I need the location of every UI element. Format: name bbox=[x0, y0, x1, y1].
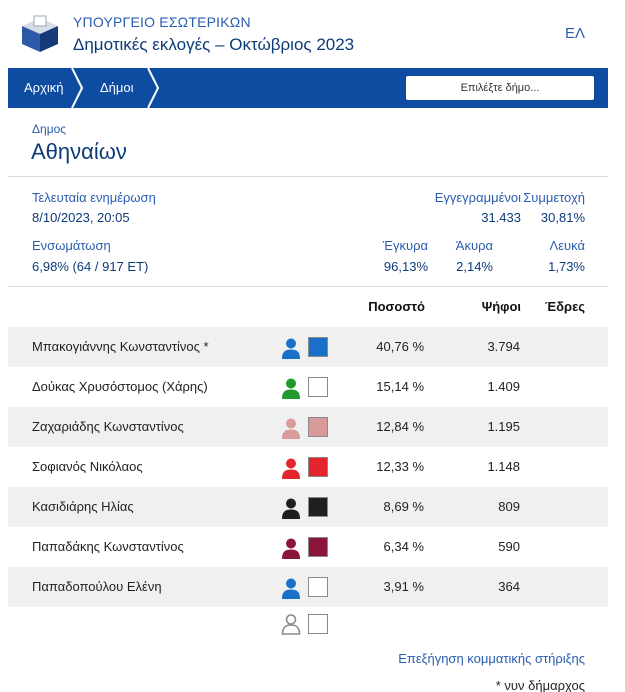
percent-value: 6,34 % bbox=[383, 539, 424, 554]
votes-value: 1.148 bbox=[487, 459, 520, 474]
percent-value: 3,91 % bbox=[383, 579, 424, 594]
votes-value: 3.794 bbox=[487, 339, 520, 354]
table-row bbox=[8, 367, 608, 407]
turnout-value: 30,81% bbox=[540, 210, 585, 225]
invalid-label: Άκυρα bbox=[455, 238, 493, 253]
breadcrumb-municipalities[interactable]: Δήμοι bbox=[100, 80, 134, 95]
party-color-swatch bbox=[308, 577, 328, 597]
party-color-swatch bbox=[308, 417, 328, 437]
percent-value: 15,14 % bbox=[376, 379, 424, 394]
site-header bbox=[0, 0, 625, 68]
integration-value: 6,98% (64 / 917 ΕΤ) bbox=[32, 259, 149, 274]
votes-value: 1.195 bbox=[487, 419, 520, 434]
candidate-name: Παπαδάκης Κωνσταντίνος bbox=[32, 539, 184, 554]
table-row bbox=[8, 567, 608, 607]
percent-value: 8,69 % bbox=[383, 499, 424, 514]
turnout-label: Συμμετοχή bbox=[523, 190, 585, 205]
divider bbox=[8, 176, 608, 177]
votes-value: 364 bbox=[498, 579, 520, 594]
registered-label: Εγγεγραμμένοι bbox=[434, 190, 521, 205]
last-update-label: Τελευταία ενημέρωση bbox=[32, 190, 156, 205]
municipality-label: Δημος bbox=[32, 122, 67, 136]
percent-value: 12,33 % bbox=[376, 459, 424, 474]
votes-value: 590 bbox=[498, 539, 520, 554]
candidate-name: Δούκας Χρυσόστομος (Χάρης) bbox=[32, 379, 208, 394]
person-icon bbox=[280, 537, 302, 559]
column-header-votes: Ψήφοι bbox=[481, 299, 521, 314]
table-row bbox=[8, 527, 608, 567]
party-color-swatch bbox=[308, 457, 328, 477]
table-row bbox=[8, 487, 608, 527]
percent-value: 40,76 % bbox=[376, 339, 424, 354]
table-row bbox=[8, 327, 608, 367]
candidate-name: Μπακογιάννης Κωνσταντίνος * bbox=[32, 339, 209, 354]
party-color-swatch bbox=[308, 377, 328, 397]
column-header-percent: Ποσοστό bbox=[368, 299, 425, 314]
municipality-name: Αθηναίων bbox=[31, 139, 127, 164]
party-support-explanation-link[interactable]: Επεξήγηση κομματικής στήριξης bbox=[398, 651, 585, 666]
person-icon bbox=[280, 337, 302, 359]
table-row bbox=[8, 447, 608, 487]
registered-value: 31.433 bbox=[481, 210, 521, 225]
person-icon bbox=[280, 577, 302, 599]
valid-label: Έγκυρα bbox=[382, 238, 428, 253]
candidate-name: Παπαδοπούλου Ελένη bbox=[32, 579, 162, 594]
valid-value: 96,13% bbox=[383, 259, 428, 274]
ballot-box-icon bbox=[20, 14, 60, 54]
percent-value: 12,84 % bbox=[376, 419, 424, 434]
party-color-swatch bbox=[308, 337, 328, 357]
candidate-name: Ζαχαριάδης Κωνσταντίνος bbox=[32, 419, 184, 434]
votes-value: 1.409 bbox=[487, 379, 520, 394]
person-icon bbox=[280, 377, 302, 399]
party-color-swatch bbox=[308, 537, 328, 557]
divider bbox=[8, 286, 608, 287]
person-icon bbox=[280, 417, 302, 439]
invalid-value: 2,14% bbox=[456, 259, 493, 274]
votes-value: 809 bbox=[498, 499, 520, 514]
last-update-value: 8/10/2023, 20:05 bbox=[32, 210, 130, 225]
candidate-name: Σοφιανός Νικόλαος bbox=[32, 459, 143, 474]
person-icon bbox=[280, 457, 302, 479]
breadcrumb-home[interactable]: Αρχική bbox=[24, 80, 64, 95]
breadcrumb bbox=[8, 68, 608, 108]
municipality-select[interactable]: Επιλέξτε δήμο... bbox=[406, 76, 594, 100]
incumbent-footnote: * νυν δήμαρχος bbox=[495, 678, 585, 692]
person-icon bbox=[280, 497, 302, 519]
person-icon bbox=[280, 613, 302, 635]
table-row bbox=[8, 407, 608, 447]
ministry-name: ΥΠΟΥΡΓΕΙΟ ΕΣΩΤΕΡΙΚΩΝ bbox=[73, 14, 251, 30]
chevron-right-icon bbox=[146, 68, 160, 108]
blank-label: Λευκά bbox=[549, 238, 585, 253]
page-title: Δημοτικές εκλογές – Οκτώβριος 2023 bbox=[73, 35, 355, 54]
blank-value: 1,73% bbox=[548, 259, 585, 274]
party-color-swatch bbox=[308, 497, 328, 517]
language-switch[interactable]: ΕΛ bbox=[564, 25, 585, 42]
chevron-right-icon bbox=[70, 68, 84, 108]
column-header-seats: Έδρες bbox=[545, 299, 585, 314]
candidate-name: Κασιδιάρης Ηλίας bbox=[32, 499, 134, 514]
integration-label: Ενσωμάτωση bbox=[32, 238, 111, 253]
support-swatch bbox=[308, 614, 328, 634]
